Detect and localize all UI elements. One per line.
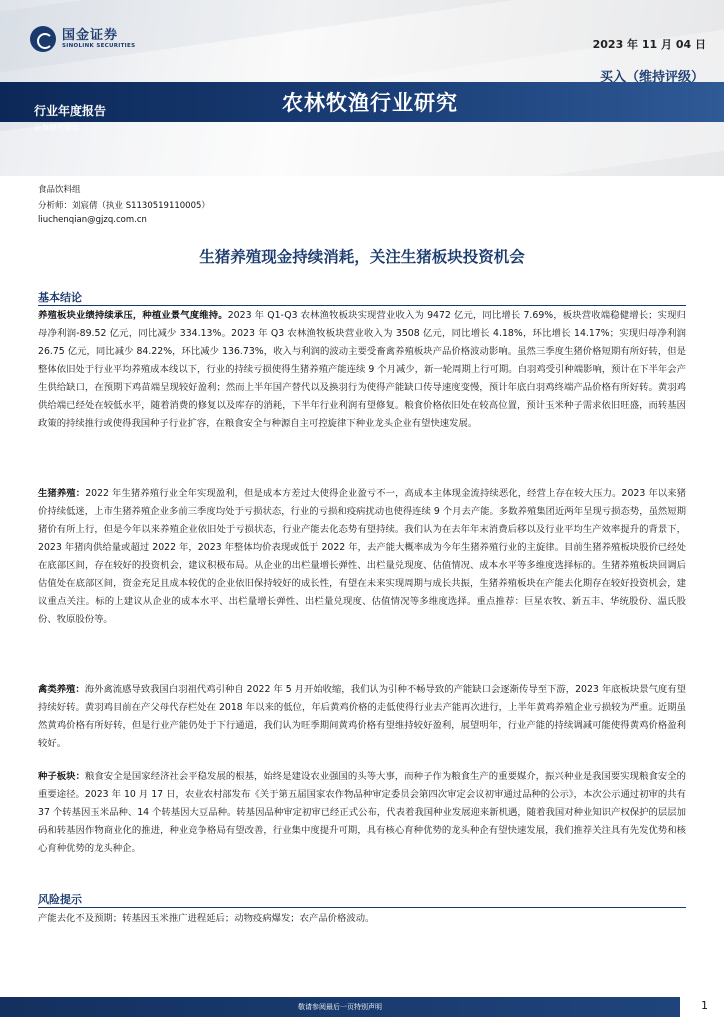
divider bbox=[38, 907, 686, 908]
paragraph bbox=[38, 910, 686, 928]
paragraph-label: 禽类养殖： bbox=[38, 684, 85, 695]
logo-icon bbox=[30, 26, 56, 52]
paragraph-label: 生猪养殖： bbox=[38, 488, 86, 499]
report-subtype: 证券研究报告 bbox=[34, 123, 79, 132]
analyst-group: 食品饮料组 bbox=[38, 185, 81, 195]
analyst-email: liuchenqian@gjzq.com.cn bbox=[38, 215, 147, 225]
paragraph-label: 种子板块： bbox=[38, 771, 85, 782]
paragraph-text: 海外禽流感导致我国白羽祖代鸡引种自 2022 年 5 月开始收缩，我们认为引种不畅导致的产能缺口会逐渐传导至下游，2023 年底板块景气度有望持续好转。黄羽鸡目前在产父母代存栏处在 2018 年以来的低位，年后黄鸡价格的走低使得行业去产能再次进行，上半年黄鸡养殖企业亏损较为严重。近期虽然黄鸡价格有所好转，但是行业产能仍处于下行通道，我们认为旺季期间黄鸡价格有望维持较好盈利，展望明年，行业产能的持续调减可能使得黄鸡价格盈利较好。 bbox=[38, 684, 686, 749]
paragraph-text: 粮食安全是国家经济社会平稳发展的根基，始终是建设农业强国的头等大事，而种子作为粮食生产的重要媒介，振兴种业是我国要实现粮食安全的重要途径。2023 年 10 月 17 日，农业农村部发布《关于第五届国家农作物品种审定委员会第四次审定会议初审通过品种的公示》，本次公示通过初审的共有 37 个转基因玉米品种、14 个转基因大豆品种。转基因品种审定初审已经正式公布，代表着我国种业发展迎来新机遇，随着我国对种业知识产权保护的层层加码和转基因作物商业化的推进，种业竞争格局有望改善，行业集中度提升可期，具有核心育种优势的龙头种企有望快速发展，我们推荐关注具有先发优势和核心育种优势的龙头种企。 bbox=[38, 771, 686, 854]
page-title: 农林牧渔行业研究 bbox=[282, 91, 458, 115]
brand-name-cn: 国金证券 bbox=[62, 27, 119, 43]
rating: 买入（维持评级） bbox=[599, 70, 704, 85]
paragraph-text: 2023 年 Q1-Q3 农林渔牧板块实现营业收入为 9472 亿元，同比增长 7.69%，板块营收端稳健增长；实现归母净利润-89.52 亿元，同比减少 334.13%。2023 年 Q3 农林渔牧板块营业收入为 3508 亿元，同比增长 4.18%，环比增长 14.17%；实现归母净利润 26.75 亿元，同比减少 84.22%，环比减少 136.73%，收入与利润的波动主要受畜禽养殖板块产品价格波动影响。虽然三季度生猪价格短期有所好转，但是整体依旧处于行业平均养殖成本线以下，行业的持续亏损使得生猪养殖产能连续 9 个月减少，新一轮周期上行可期。白羽鸡受引种端影响，预计在下半年会产生供给缺口，在预期下鸡苗端呈现较好盈利；然而上半年国产替代以及换羽行为使得产能缺口传导速度变慢，预计年底白羽鸡终端产品价格有所好转。黄羽鸡供给端已经处在较低水平，随着消费的修复以及库存的消耗，下半年行业利润有望修复。粮食价格依旧处在较高位置，预计玉米种子需求依旧旺盛，而转基因政策的持续推行或使得我国种子行业扩容，在粮食安全与种源自主可控旋律下种业龙头企业有望快速发展。 bbox=[38, 310, 686, 429]
paragraph-text: 产能去化不及预期；转基因玉米推广进程延后；动物疫病爆发；农产品价格波动。 bbox=[38, 913, 375, 924]
section-title-risk: 风险提示 bbox=[38, 893, 82, 906]
report-date: 2023 年 11 月 04 日 bbox=[592, 38, 706, 51]
brand-name-en: SINOLINK SECURITIES bbox=[62, 42, 136, 49]
footer-note: 敬请参阅最后一页特别声明 bbox=[298, 1003, 382, 1011]
paragraph-text: 2022 年生猪养殖行业全年实现盈利，但是成本方差过大使得企业盈亏不一，高成本主体现金流持续恶化，经营上存在较大压力。2023 年以来猪价持续低迷，上市生猪养殖企业多前三季度均处于亏损状态，行业的亏损和疫病扰动也使得连续 9 个月去产能。多数养殖集团近两年呈现亏损态势，虽然短期猪价有所上行，但是今年以来养殖企业依旧处于亏损状态，行业产能去化态势有望持续。我们认为在去年年末消费后移以及行业平均生产效率提升的背景下，2023 年猪肉供给量或超过 2022 年，2023 年整体均价表现或低于 2022 年，去产能大概率成为今年生猪养殖行业的主旋律。目前生猪养殖板块股价已经处在底部区间，存在较好的投资机会，建议积极布局。从企业的出栏量增长弹性、出栏量兑现度、估值情况、成本水平等多维度选择标的。生猪养殖板块回调后估值处在底部区间，资金充足且成本较优的企业依旧保持较好的成长性，有望在未来实现周期与成长共振，生猪养殖板块在产能去化期存在较好投资机会，建议重点关注。标的上建议从企业的成本水平、出栏量增长弹性、出栏量兑现度、估值情况等多维度选择。重点推荐：巨星农牧、新五丰、华统股份、温氏股份、牧原股份等。 bbox=[38, 488, 686, 625]
section-title-basic: 基本结论 bbox=[38, 291, 82, 304]
headline: 生猪养殖现金持续消耗，关注生猪板块投资机会 bbox=[199, 248, 525, 266]
brand-logo bbox=[30, 26, 135, 52]
analyst-name: 分析师：刘宸倩（执业 S1130519110005） bbox=[38, 201, 210, 211]
divider bbox=[38, 305, 686, 306]
report-type: 行业年度报告 bbox=[34, 104, 107, 118]
paragraph bbox=[38, 485, 686, 629]
paragraph bbox=[38, 681, 686, 753]
paragraph bbox=[38, 307, 686, 433]
paragraph bbox=[38, 768, 686, 858]
page-number: 1 bbox=[701, 999, 708, 1012]
paragraph-label: 养殖板块业绩持续承压，种植业景气度维持。 bbox=[38, 310, 228, 321]
